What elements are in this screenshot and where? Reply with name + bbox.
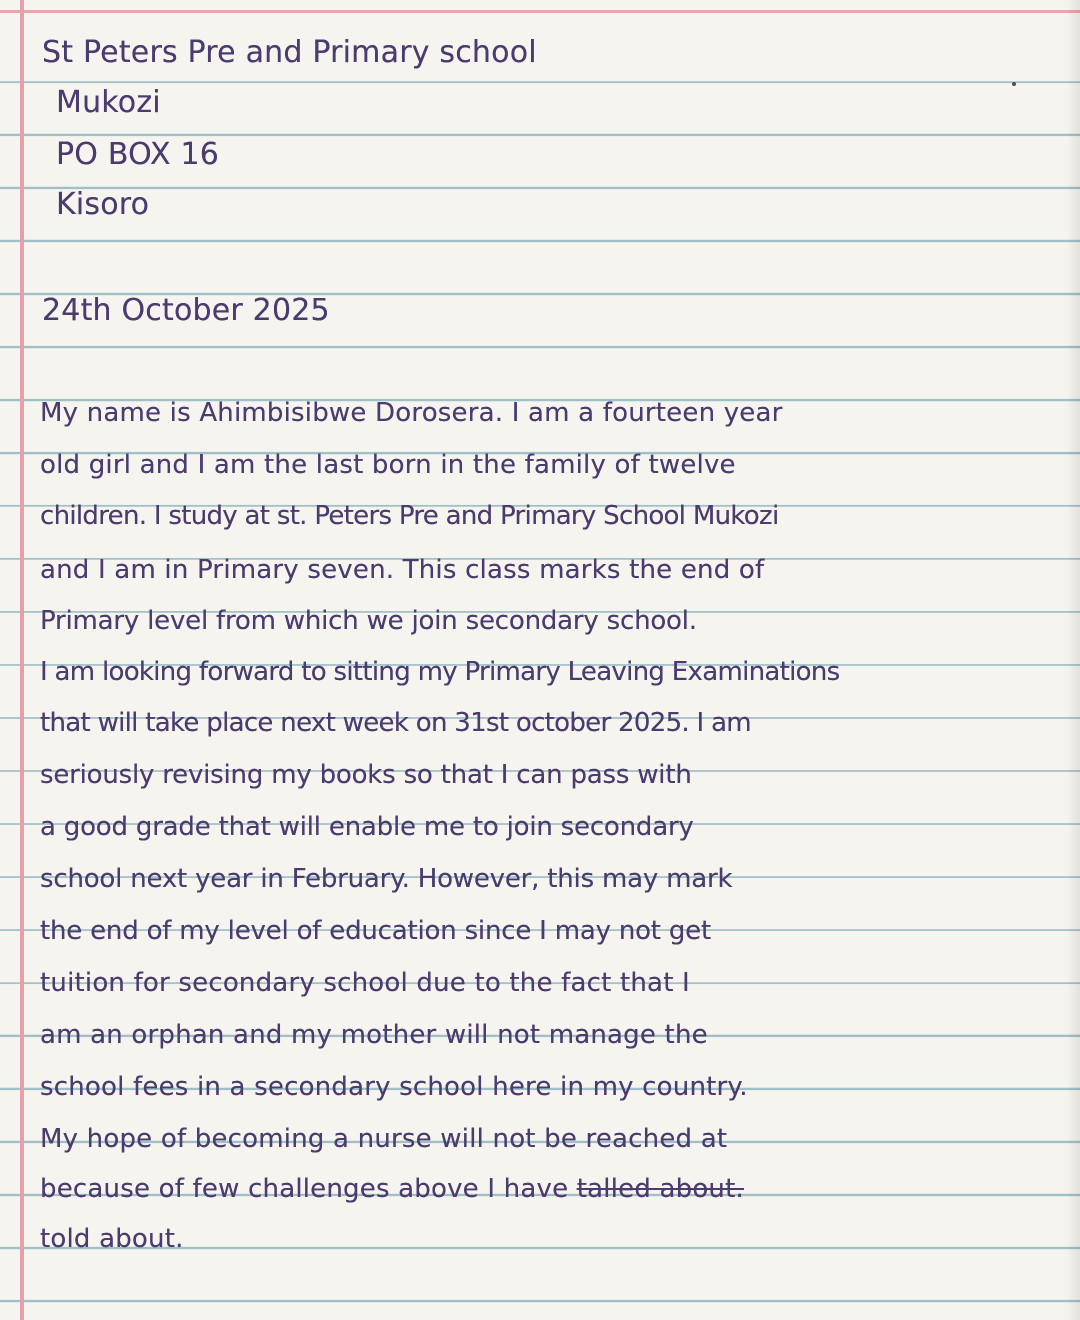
body-line-9: a good grade that will enable me to join secondary (40, 812, 694, 842)
address-line-district: Kisoro (56, 187, 150, 222)
ink-speck (1012, 82, 1016, 86)
body-line-6: I am looking forward to sitting my Primary Leaving Examinations (40, 657, 840, 687)
address-line-po-box: PO BOX 16 (56, 137, 220, 172)
margin-line (20, 0, 24, 1320)
body-line-15: My hope of becoming a nurse will not be reached at (40, 1124, 728, 1154)
body-line-14: school fees in a secondary school here in my country. (40, 1072, 748, 1102)
body-line-13: am an orphan and my mother will not manage the (40, 1020, 708, 1050)
body-line-16 (40, 1176, 744, 1202)
body-line-3: children. I study at st. Peters Pre and Primary School Mukozi (40, 501, 779, 531)
paper-edge-shadow (1066, 0, 1080, 1320)
body-line-1: My name is Ahimbisibwe Dorosera. I am a fourteen year (40, 398, 783, 428)
body-line-12: tuition for secondary school due to the fact that I (40, 968, 690, 998)
body-line-5: Primary level from which we join secondary school. (40, 606, 697, 636)
body-line-7: that will take place next week on 31st october 2025. I am (40, 708, 751, 738)
address-line-village: Mukozi (56, 85, 161, 120)
letter-date: 24th October 2025 (42, 293, 330, 328)
struck-through-text: talled about. (576, 1174, 744, 1204)
body-line-10: school next year in February. However, this may mark (40, 864, 733, 894)
top-rule (0, 0, 1080, 20)
body-line-4: and I am in Primary seven. This class marks the end of (40, 555, 765, 585)
body-line-17: told about. (40, 1224, 184, 1254)
body-line-2: old girl and I am the last born in the family of twelve (40, 450, 736, 480)
address-line-school: St Peters Pre and Primary school (42, 35, 537, 70)
body-line-16-text: because of few challenges above I have (40, 1174, 577, 1204)
body-line-8: seriously revising my books so that I can pass with (40, 760, 692, 790)
body-line-11: the end of my level of education since I may not get (40, 916, 711, 946)
